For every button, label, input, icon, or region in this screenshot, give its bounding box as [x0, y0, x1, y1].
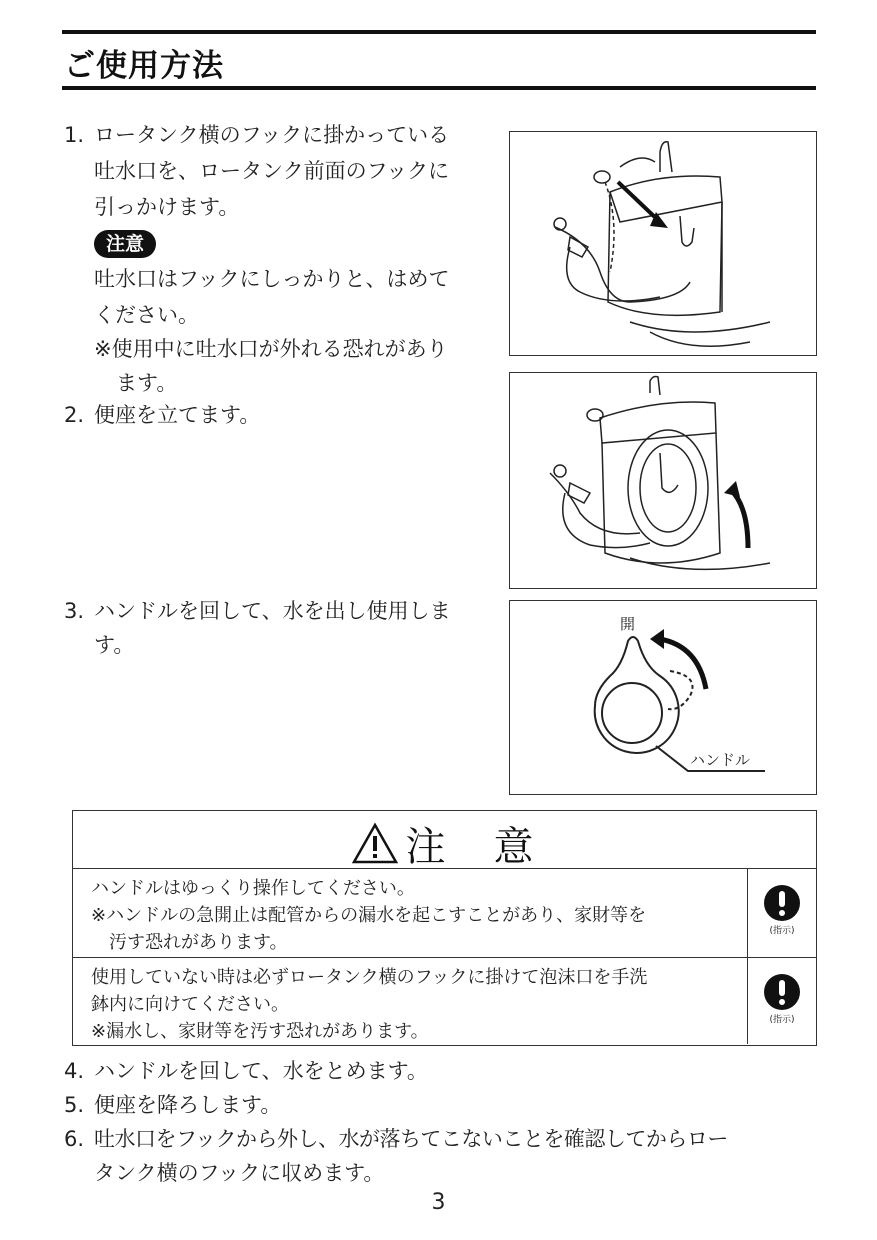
- step-1: [64, 118, 494, 398]
- step-text-line: 吐水口を、ロータンク前面のフックに: [94, 159, 450, 183]
- caution-box: [72, 810, 817, 1046]
- note-text-line: ます。: [116, 371, 178, 395]
- figure-seat-raise-illustration: [509, 372, 817, 589]
- note-text-line: ※使用中に吐水口が外れる恐れがあり: [94, 337, 448, 361]
- caution-row: [73, 958, 816, 1044]
- header-top-rule: [62, 30, 816, 34]
- exclamation-icon: [764, 885, 800, 921]
- page-title: ご使用方法: [64, 48, 224, 84]
- step-text: 便座を立てます。: [94, 403, 261, 427]
- caution-header: [73, 811, 816, 869]
- caution-line: ハンドルはゆっくり操作してください。: [91, 878, 415, 899]
- step-6: [64, 1122, 824, 1190]
- instruction-icon-label: (指示): [769, 1015, 795, 1025]
- figure-handle-illustration: [509, 600, 817, 795]
- caution-badge: 注意: [94, 230, 156, 258]
- step-text-line: 吐水口をフックから外し、水が落ちてこないことを確認してからロー: [94, 1127, 728, 1151]
- handle-label: ハンドル: [690, 751, 751, 769]
- header-bottom-rule: [62, 86, 816, 90]
- caution-line: 鉢内に向けてください。: [91, 994, 289, 1015]
- caution-title-text: 注 意: [405, 824, 538, 870]
- step-2: [64, 398, 494, 434]
- step-text: 便座を降ろします。: [94, 1093, 282, 1117]
- handle-rotation-drawing: [510, 601, 816, 794]
- caution-text-line: 吐水口はフックにしっかりと、はめて: [94, 267, 450, 291]
- exclamation-icon: [764, 974, 800, 1010]
- caution-line: ※ハンドルの急開止は配管からの漏水を起こすことがあり、家財等を: [91, 905, 647, 926]
- step-number: 3.: [64, 599, 85, 623]
- caution-row-text: [91, 875, 731, 956]
- step-4: [64, 1054, 824, 1088]
- open-label: 開: [620, 615, 636, 633]
- caution-line: ※漏水し、家財等を汚す恐れがあります。: [91, 1021, 429, 1042]
- step-number: 6.: [64, 1127, 85, 1151]
- step-text-line: タンク横のフックに収めます。: [94, 1161, 385, 1185]
- instruction-icon-label: (指示): [769, 926, 795, 936]
- step-number: 1.: [64, 123, 85, 147]
- step-number: 2.: [64, 403, 85, 427]
- step-text-line: 引っかけます。: [94, 195, 240, 219]
- caution-title: [73, 815, 816, 872]
- step-text-line: ロータンク横のフックに掛かっている: [94, 123, 450, 147]
- step-3: [64, 594, 494, 666]
- step-number: 5.: [64, 1093, 85, 1117]
- toilet-seat-raised-drawing: [510, 373, 816, 588]
- caution-text-line: ください。: [94, 303, 199, 327]
- step-number: 4.: [64, 1059, 85, 1083]
- step-text-line: ハンドルを回して、水を出し使用しま: [94, 599, 451, 623]
- caution-line: 汚す恐れがあります。: [91, 932, 288, 953]
- page-number: 3: [431, 1190, 446, 1215]
- toilet-tank-hook-drawing: [510, 132, 816, 355]
- step-text: ハンドルを回して、水をとめます。: [94, 1059, 428, 1083]
- figure-hook-illustration: [509, 131, 817, 356]
- caution-line: 使用していない時は必ずロータンク横のフックに掛けて泡沫口を手洗: [91, 967, 648, 988]
- instruction-icon-cell: [747, 869, 816, 957]
- warning-triangle-icon: [352, 822, 398, 864]
- step-text-line: す。: [94, 633, 135, 657]
- instruction-icon-cell: [747, 958, 816, 1044]
- caution-row-text: [91, 964, 731, 1045]
- step-5: [64, 1088, 824, 1122]
- caution-row: [73, 869, 816, 958]
